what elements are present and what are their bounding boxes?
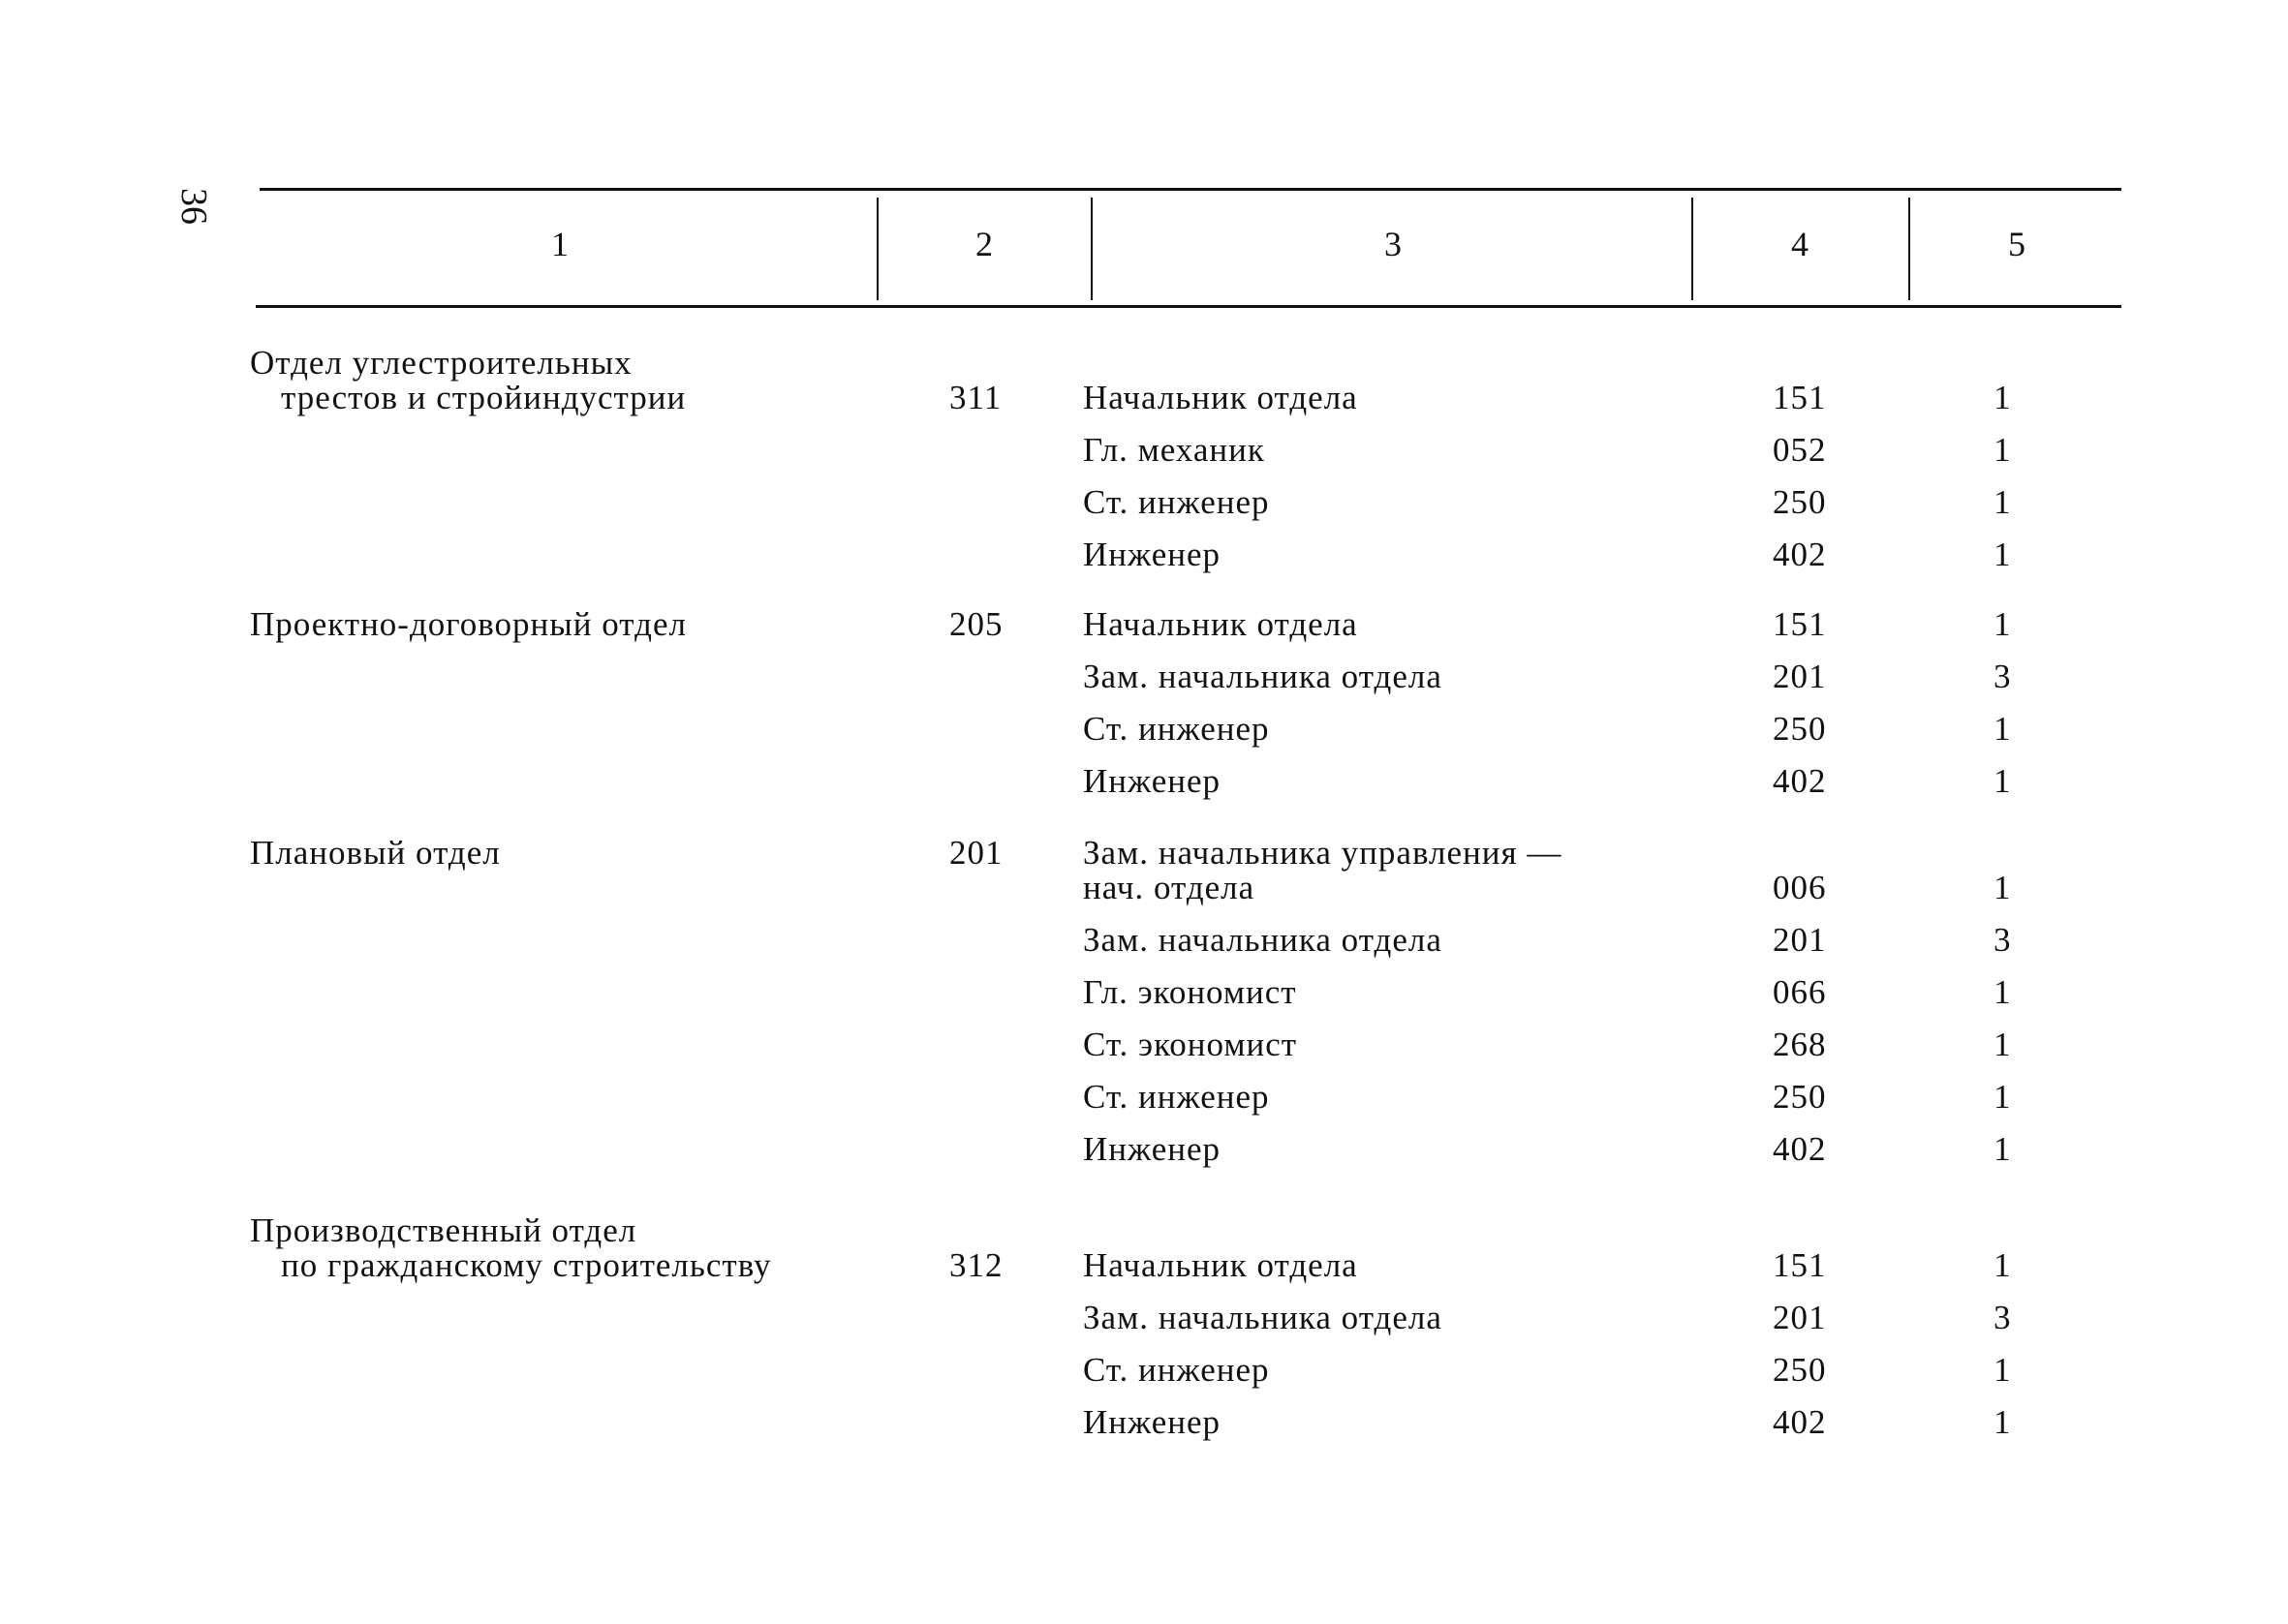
column-divider-2 (1091, 198, 1093, 300)
position-code: 402 (1773, 1403, 1827, 1441)
dept-code: 311 (949, 379, 1003, 416)
position-title: Инженер (1083, 1403, 1221, 1441)
position-code: 151 (1773, 379, 1827, 416)
position-code: 250 (1773, 710, 1827, 748)
position-count: 3 (1994, 658, 2012, 695)
position-count: 1 (1994, 431, 2012, 469)
table-header-bottom-rule (256, 305, 2121, 308)
position-title: Начальник отдела (1083, 379, 1358, 416)
position-title: Зам. начальника отдела (1083, 1299, 1442, 1336)
position-count: 1 (1994, 379, 2012, 416)
position-title-cont: нач. отдела (1083, 869, 1255, 906)
position-code: 066 (1773, 973, 1827, 1011)
position-count: 1 (1994, 536, 2012, 573)
position-count: 1 (1994, 1246, 2012, 1284)
position-count: 1 (1994, 710, 2012, 748)
position-code: 402 (1773, 536, 1827, 573)
position-title: Ст. инженер (1083, 710, 1270, 748)
dept-name-cont: трестов и стройиндустрии (281, 379, 687, 416)
position-code: 402 (1773, 1130, 1827, 1168)
position-title: Гл. механик (1083, 431, 1265, 469)
position-title: Ст. экономист (1083, 1026, 1298, 1063)
header-col-2: 2 (975, 225, 993, 263)
dept-code: 312 (949, 1246, 1004, 1284)
header-col-4: 4 (1791, 225, 1809, 263)
position-count: 3 (1994, 1299, 2012, 1336)
position-title: Начальник отдела (1083, 605, 1358, 643)
position-title: Зам. начальника отдела (1083, 658, 1442, 695)
position-code: 402 (1773, 762, 1827, 800)
dept-name-cont: по гражданскому строительству (281, 1246, 772, 1284)
dept-code: 205 (949, 605, 1004, 643)
position-title: Инженер (1083, 762, 1221, 800)
column-divider-1 (877, 198, 879, 300)
table-top-rule (260, 188, 2121, 191)
position-count: 3 (1994, 921, 2012, 959)
position-code: 250 (1773, 483, 1827, 521)
dept-name: Отдел углестроительных (250, 344, 633, 382)
position-count: 1 (1994, 1078, 2012, 1116)
position-count: 1 (1994, 605, 2012, 643)
position-count: 1 (1994, 483, 2012, 521)
position-count: 1 (1994, 1026, 2012, 1063)
position-code: 268 (1773, 1026, 1827, 1063)
page-number: 36 (173, 188, 214, 225)
position-title: Инженер (1083, 536, 1221, 573)
position-title: Начальник отдела (1083, 1246, 1358, 1284)
position-title: Инженер (1083, 1130, 1221, 1168)
position-code: 006 (1773, 869, 1827, 906)
column-divider-4 (1908, 198, 1910, 300)
position-code: 151 (1773, 1246, 1827, 1284)
position-count: 1 (1994, 973, 2012, 1011)
position-count: 1 (1994, 1351, 2012, 1389)
position-title: Ст. инженер (1083, 483, 1270, 521)
position-count: 1 (1994, 869, 2012, 906)
position-code: 201 (1773, 921, 1827, 959)
position-title: Зам. начальника отдела (1083, 921, 1442, 959)
dept-name: Производственный отдел (250, 1211, 637, 1249)
position-code: 052 (1773, 431, 1827, 469)
position-count: 1 (1994, 1403, 2012, 1441)
column-divider-3 (1691, 198, 1693, 300)
dept-name: Плановый отдел (250, 834, 501, 872)
position-code: 250 (1773, 1351, 1827, 1389)
dept-name: Проектно-договорный отдел (250, 605, 687, 643)
header-col-1: 1 (551, 225, 569, 263)
position-count: 1 (1994, 1130, 2012, 1168)
position-code: 201 (1773, 1299, 1827, 1336)
position-title: Гл. экономист (1083, 973, 1297, 1011)
position-title: Ст. инженер (1083, 1351, 1270, 1389)
position-title: Зам. начальника управления — (1083, 834, 1562, 872)
position-title: Ст. инженер (1083, 1078, 1270, 1116)
header-col-5: 5 (2008, 225, 2025, 263)
position-code: 201 (1773, 658, 1827, 695)
position-code: 250 (1773, 1078, 1827, 1116)
position-code: 151 (1773, 605, 1827, 643)
header-col-3: 3 (1384, 225, 1402, 263)
dept-code: 201 (949, 834, 1004, 872)
position-count: 1 (1994, 762, 2012, 800)
